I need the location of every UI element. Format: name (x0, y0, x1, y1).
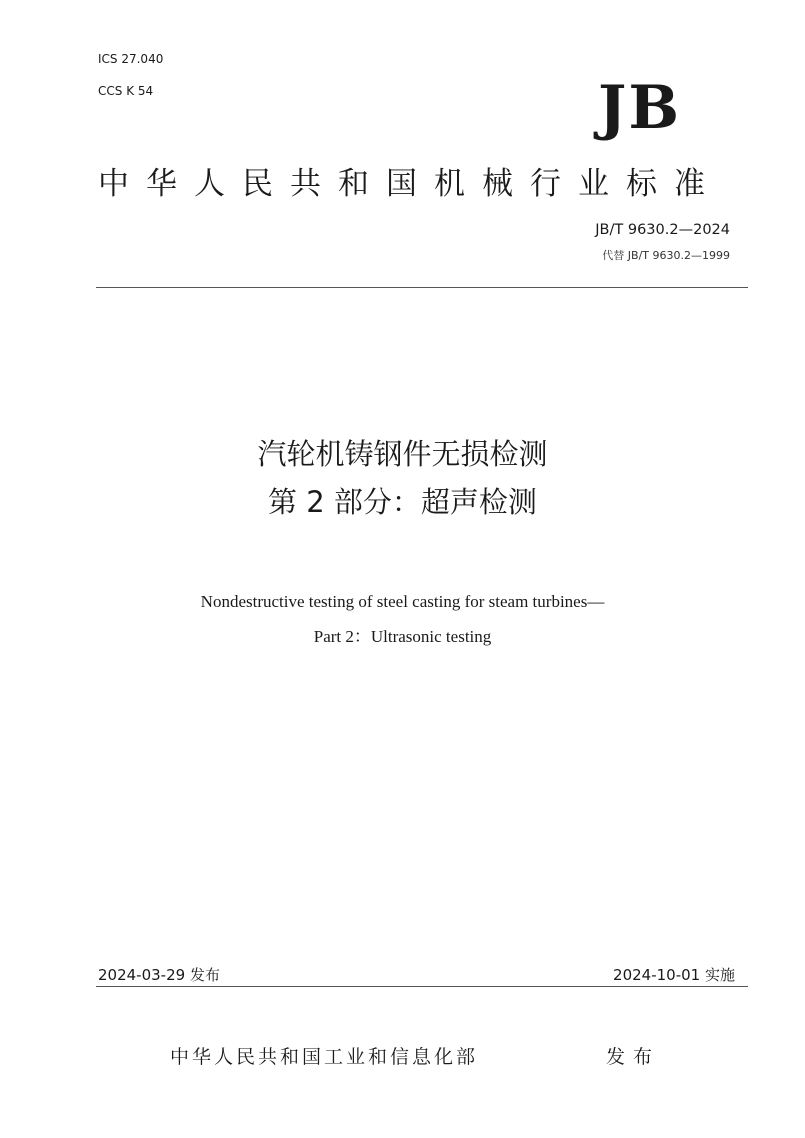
implementation-date: 2024-10-01 实施 (613, 966, 735, 984)
replaces-standard: 代替 JB/T 9630.2—1999 (602, 249, 730, 262)
ccs-code: CCS K 54 (98, 84, 154, 98)
header-divider (96, 287, 748, 288)
document-title-en-line1: Nondestructive testing of steel casting for steam turbines— (200, 592, 605, 611)
document-title-zh-line2: 第 2 部分：超声检测 (268, 485, 537, 519)
standard-category-title: 中华人民共和国机械行业标准 (98, 166, 722, 202)
document-title-en-line2: Part 2：Ultrasonic testing (313, 627, 492, 646)
document-title-zh-line1: 汽轮机铸钢件无损检测 (257, 437, 548, 471)
footer-divider (96, 986, 748, 987)
issuing-authority: 中华人民共和国工业和信息化部 (170, 1046, 479, 1068)
issue-label: 发布 (606, 1046, 661, 1068)
issue-date: 2024-03-29 发布 (98, 966, 220, 984)
standard-number: JB/T 9630.2—2024 (595, 222, 730, 238)
jb-logo: JB (598, 73, 682, 143)
ics-code: ICS 27.040 (98, 52, 164, 66)
